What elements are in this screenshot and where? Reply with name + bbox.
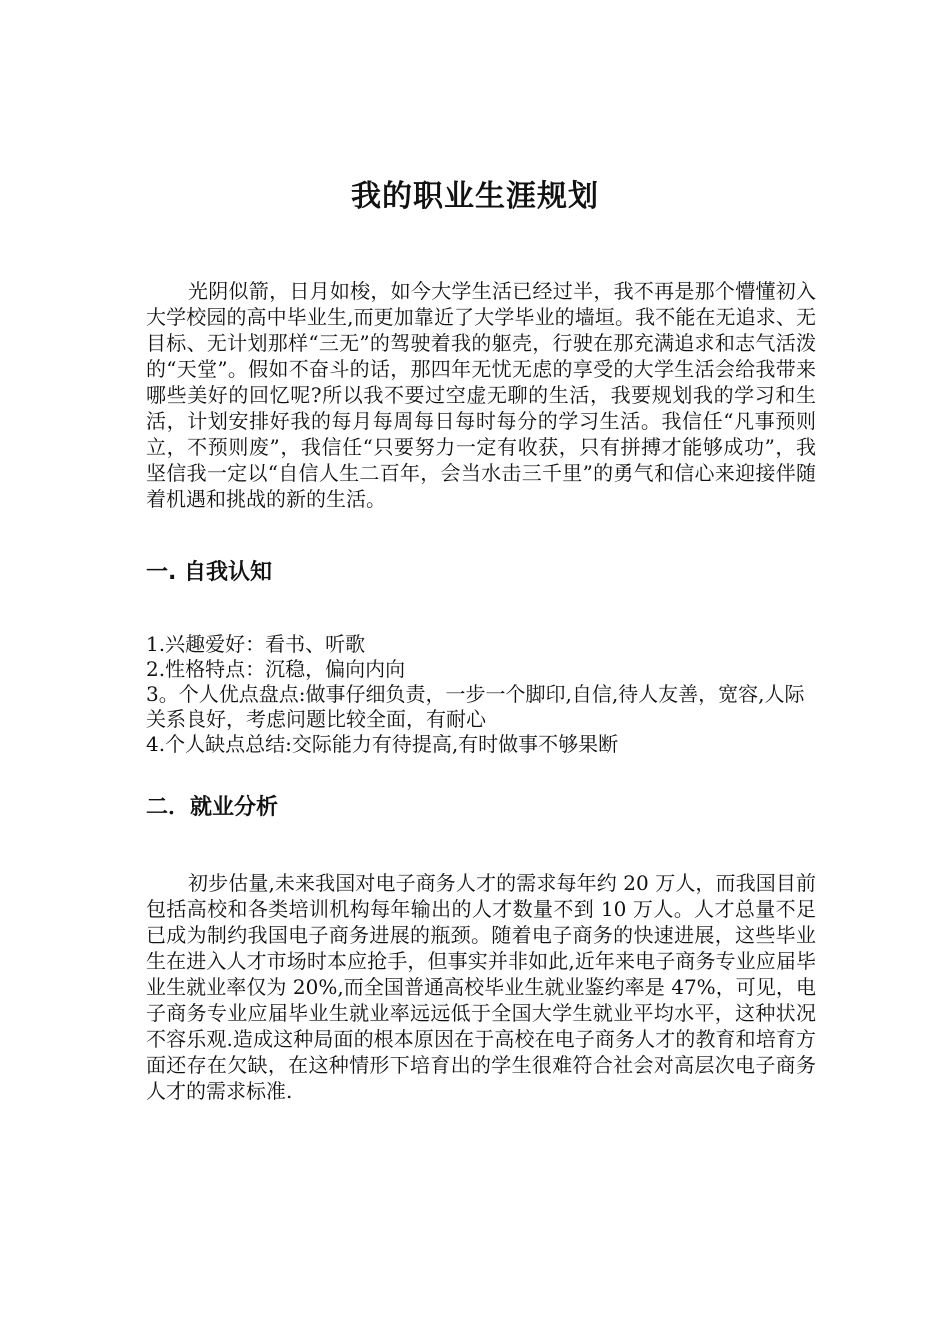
section-heading-employment-analysis: 二．就业分析 bbox=[146, 795, 279, 820]
list-item: 2.性格特点：沉稳，偏向内向 bbox=[146, 657, 406, 681]
list-item: 4.个人缺点总结:交际能力有待提高,有时做事不够果断 bbox=[146, 732, 619, 756]
list-item: 3。个人优点盘点:做事仔细负责，一步一个脚印,自信,待人友善，宽容,人际关系良好，考虑问题比较全面，有耐心 bbox=[146, 682, 805, 731]
intro-paragraph: 光阴似箭，日月如梭，如今大学生活已经过半，我不再是那个懵懂初入大学校园的高中毕业生,而更加靠近了大学毕业的墙垣。我不能在无追求、无目标、无计划那样“三无”的驾驶着我的躯壳，行驶在那充满追求和志气活泼的“天堂”。假如不奋斗的话，那四年无忧无虑的享受的大学生活会给我带来哪些美好的回忆呢?所以我不要过空虚无聊的生活，我要规划我的学习和生活，计划安排好我的每月每周每日每时每分的学习生活。我信任“凡事预则立，不预则废”，我信任“只要努力一定有收获，只有拼搏才能够成功”，我坚信我一定以“自信人生二百年，会当水击三千里”的勇气和信心来迎接伴随着机遇和挑战的新的生活。 bbox=[146, 279, 816, 511]
analysis-paragraph: 初步估量,未来我国对电子商务人才的需求每年约 20 万人，而我国目前包括高校和各类培训机构每年输出的人才数量不到 10 万人。人才总量不足已成为制约我国电子商务进展的瓶颈。随着电子商务的快速进展，这些毕业生在进入人才市场时本应抢手，但事实并非如此,近年来电子商务专业应届毕业生就业率仅为 20%,而全国普通高校毕业生就业鉴约率是 47%，可见，电子商务专业应届毕业生就业率远远低于全国大学生就业平均水平，这种状况不容乐观.造成这种局面的根本原因在于高校在电子商务人才的教育和培育方面还存在欠缺，在这种情形下培育出的学生很难符合社会对高层次电子商务人才的需求标准. bbox=[146, 871, 816, 1103]
list-item: 1.兴趣爱好：看书、听歌 bbox=[146, 632, 366, 656]
section-heading-self-awareness: 一. 自我认知 bbox=[146, 560, 273, 585]
document-title: 我的职业生涯规划 bbox=[351, 179, 599, 215]
self-awareness-list bbox=[146, 632, 816, 757]
